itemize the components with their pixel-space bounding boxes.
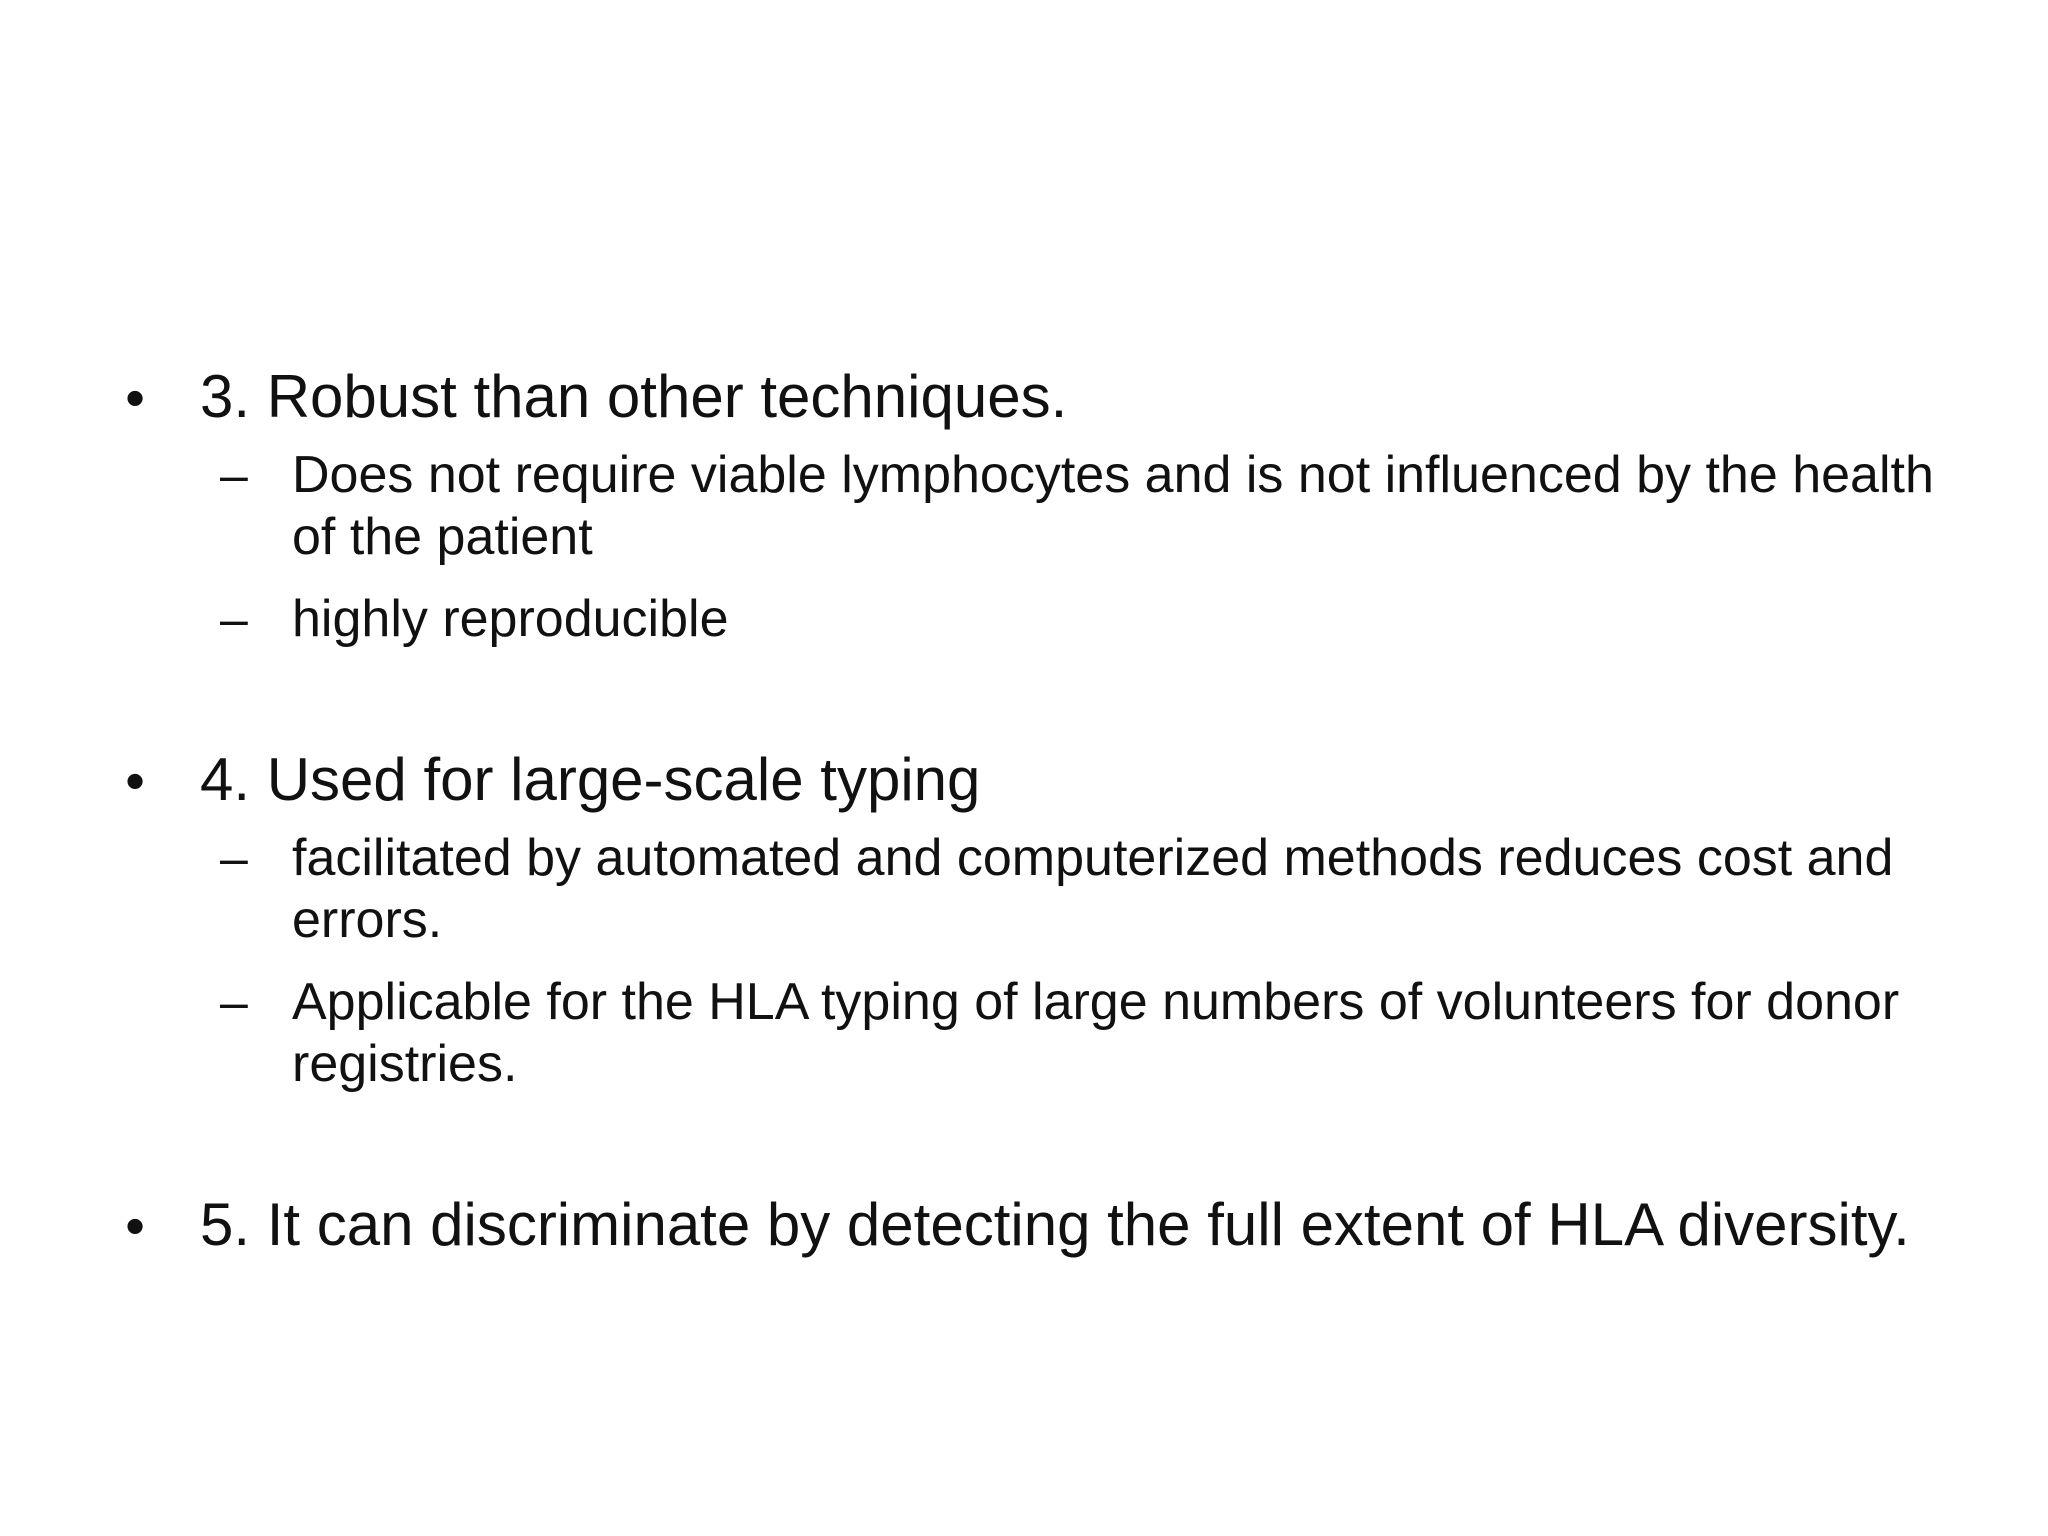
bullet-row (120, 1190, 1940, 1262)
dash-icon: – (220, 591, 248, 647)
bullet-row (120, 362, 1940, 434)
dash-icon: – (220, 447, 248, 503)
bullet-dot-icon: • (125, 749, 145, 812)
dash-icon: – (220, 830, 248, 886)
sub-bullet-item (220, 971, 1940, 1095)
bullet-item-1 (120, 362, 1940, 670)
bullet-text: 4. Used for large-scale typing (200, 746, 981, 813)
sub-bullet-text: facilitated by automated and computerized methods reduces cost and errors. (292, 829, 1894, 949)
sub-bullet-text: Does not require viable lymphocytes and is not influenced by the health of the patient (292, 446, 1934, 566)
bullet-row (120, 745, 1940, 817)
bullet-dot-icon: • (125, 366, 145, 429)
bullet-dot-icon: • (125, 1194, 145, 1257)
sub-bullet-text: Applicable for the HLA typing of large numbers of volunteers for donor registries. (292, 973, 1900, 1093)
bullet-text: 5. It can discriminate by detecting the full extent of HLA diversity. (200, 1191, 1910, 1258)
bullet-item-3 (120, 1190, 1940, 1262)
sub-bullets (220, 444, 1940, 650)
sub-bullet-text: highly reproducible (292, 590, 729, 648)
sub-bullet-item (220, 588, 1940, 650)
dash-icon: – (220, 974, 248, 1030)
sub-bullet-item (220, 827, 1940, 951)
bullet-item-2 (120, 745, 1940, 1115)
sub-bullet-item (220, 444, 1940, 568)
sub-bullets (220, 827, 1940, 1095)
bullet-text: 3. Robust than other techniques. (200, 363, 1068, 430)
